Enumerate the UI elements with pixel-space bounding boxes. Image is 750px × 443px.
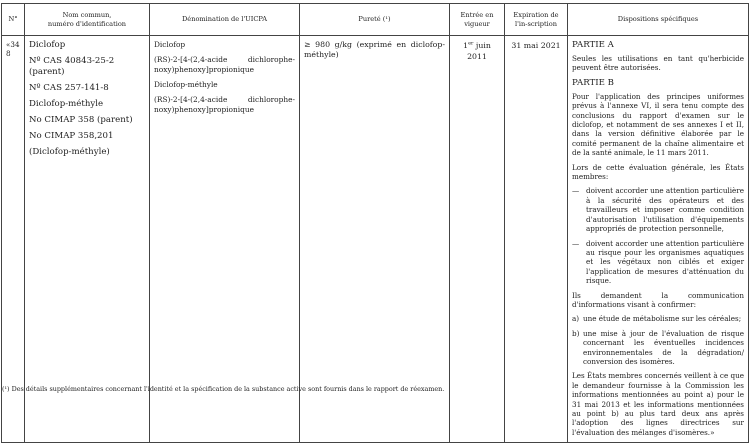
header-iupac: Dénomination de l'UICPA	[150, 4, 300, 36]
dash-marker: —	[572, 186, 580, 196]
common-name-line: Diclofop-méthyle	[29, 99, 104, 109]
cimap-number: No CIMAP 358,201	[29, 131, 114, 141]
iupac-line: (RS)-2-[4-(2,4-acide dichlorophenoxy)phenoxy]propionique	[154, 55, 295, 74]
list-item-text: une étude de métabolisme sur les céréales;	[583, 314, 742, 324]
common-name-cell	[25, 36, 150, 443]
substance-table	[1, 3, 749, 443]
row-number: «348	[2, 36, 25, 443]
list-item	[572, 239, 744, 286]
common-name-line: Diclofop	[29, 40, 66, 50]
provision-paragraph: Ils demandent la communication d'informations visant à confirmer:	[572, 290, 744, 309]
list-item-text: une mise à jour de l'évaluation de risque concernant les éventuelles incidences environnementales de la dégradation/ conversion des isomères.	[583, 328, 744, 366]
provision-paragraph: Les États membres concernés veillent à ce que le demandeur fournisse à la Commission les informations mentionnées au point a) pour le 31 mai 2013 et les informations mentionnées au point b) au plus tard deux ans après l'adoption des lignes directrices sur l'évaluation des mélanges d'isomères.»	[572, 371, 744, 437]
list-item	[572, 329, 744, 367]
list-item-text: doivent accorder une attention particulière à la sécurité des opérateurs et des travailleurs et imposer comme condition d'autorisation l'utilisation d'équipements appropriés de protection personnelle,	[586, 186, 744, 234]
header-specific-provisions: Dispositions spécifiques	[568, 4, 749, 36]
iupac-cell	[150, 36, 300, 443]
dash-marker: —	[572, 238, 580, 248]
list-item-text: doivent accorder une attention particulière au risque pour les organismes aquatiques et les végétaux non ciblés et exiger l'application de mesures d'atténuation du risque.	[586, 238, 744, 286]
header-common-name: Nom commun, numéro d'identification	[25, 4, 150, 36]
provision-paragraph: Lors de cette évaluation générale, les États membres:	[572, 162, 744, 182]
header-entry-into-force: Entrée en vigueur	[450, 4, 505, 36]
list-marker: b)	[572, 328, 580, 338]
part-a-text: Seules les utilisations en tant qu'herbicide peuvent être autorisées.	[572, 54, 744, 73]
list-marker: a)	[572, 314, 580, 324]
header-number: N°	[2, 4, 25, 36]
cas-number-parent: Nº CAS 40843-25-2 (parent)	[29, 56, 115, 77]
iupac-line: (RS)-2-[4-(2,4-acide dichlorophenoxy)phenoxy]propionique	[154, 95, 295, 114]
header-purity: Pureté (¹)	[300, 4, 450, 36]
cas-number: Nº CAS 257-141-8	[29, 83, 109, 93]
common-name-line: (Diclofop-méthyle)	[29, 147, 110, 157]
table-row	[2, 36, 749, 443]
table-header-row	[2, 4, 749, 36]
list-item	[572, 186, 744, 233]
header-expiry: Expiration de l'in-scription	[505, 4, 568, 36]
footnote: (¹) Des détails supplémentaires concernant l'identité et la spécification de la substance active sont fournis dans le rapport de réexamen.	[2, 385, 445, 393]
cimap-number-parent: No CIMAP 358 (parent)	[29, 115, 133, 125]
specific-provisions-cell	[568, 36, 749, 443]
list-item	[572, 314, 744, 323]
iupac-line: Diclofop	[154, 40, 186, 49]
expiry-cell: 31 mai 2021	[505, 36, 568, 443]
iupac-line: Diclofop-méthyle	[154, 80, 218, 89]
purity-cell: ≥ 980 g/kg (exprimé en diclofop-méthyle)	[300, 36, 450, 443]
part-a-title: PARTIE A	[572, 40, 614, 50]
part-b-title: PARTIE B	[572, 77, 614, 88]
provision-paragraph: Pour l'application des principes uniformes prévus à l'annexe VI, il sera tenu compte des conclusions du rapport d'examen sur le diclofop, et notamment de ses annexes I et II, dans la version définitive élaborée par le comité permanent de la chaîne alimentaire et de la santé animale, le 11 mars 2011.	[572, 91, 744, 158]
entry-into-force-cell: 1er juin 2011	[450, 36, 505, 443]
